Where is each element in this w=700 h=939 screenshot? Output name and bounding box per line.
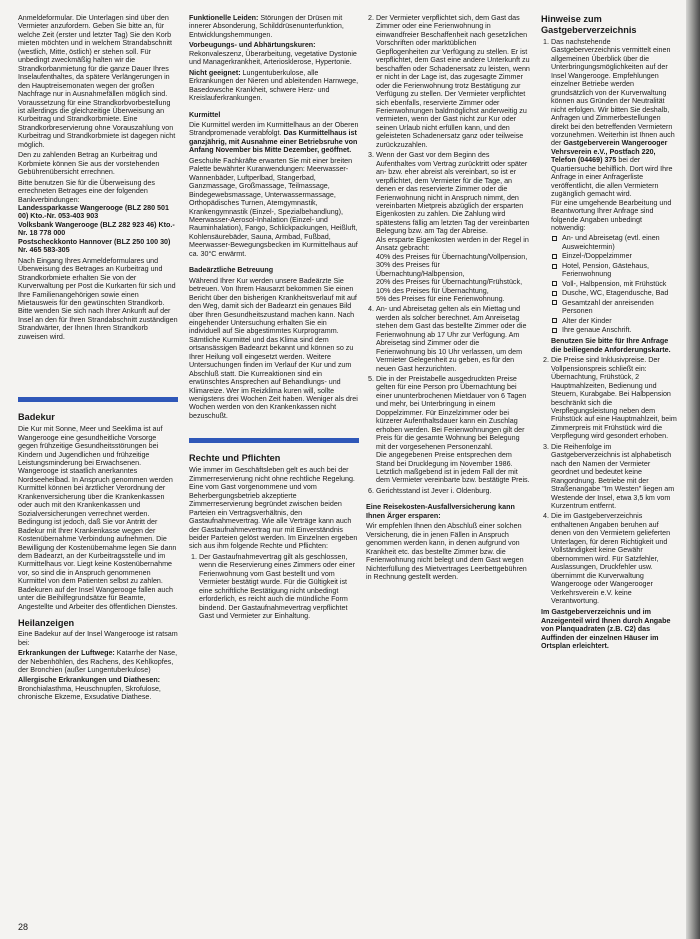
- list-item: 6. Gerichtsstand ist Jever i. Oldenburg.: [376, 487, 530, 495]
- column-1: [18, 14, 178, 704]
- checklist-item: Ihre genaue Anschrift.: [551, 326, 678, 334]
- column-4: [541, 14, 678, 653]
- luftwege-term: Erkrankungen der Luftwege:: [18, 649, 115, 658]
- kurmittel-opening-hours: Das Kurmittelhaus ist ganzjährig, mit Ausnahme einer Betriebsruhe von Anfang November bis Mitte Dezember, geöffnet.: [189, 129, 358, 155]
- preise-stand: Die angegebenen Preise entsprechen dem Stand bei Drucklegung im November 1986. Letztlich maßgebend ist in jedem Fall der mit dem Vermieter vereinbarte bzw. bestätigte Preis.: [376, 451, 530, 485]
- kurmittel-anwendungen: Geschulte Fachkräfte erwarten Sie mit einer breiten Palette bewährter Kuranwendungen: Meerwasser-Wannenbäder, Luftperlbad, Stangerbad, Ganzmassage, Großmassage, Teilmassage, Bindegewebsmassage, Unterwassermassage, Orthopädisches Turnen, Atemgymnastik, Krankengymnastik (Einzel-, Spezialbehandlung), Meerwasser-Aerosol-Inhalation (Einzel- und Rauminhalation), Fango, Schlickpackungen, Heißluft, Kohlensäurebäder, Sauna, Armbad, Fußbad, Meerwasser-Bewegungsbecken im Kurmittelhaus auf ca. 30°C erwärmt.: [189, 156, 358, 258]
- bank-postscheck: Postscheckkonto Hannover (BLZ 250 100 30) Nr. 465 583-305: [18, 237, 171, 255]
- vorbeugungs-text: Rekonvaleszenz, Überarbeitung, vegetative Dystonie und Managerkrankheit, Arteriosklerose, Hypertonie.: [189, 49, 357, 67]
- luftwege-entry: [18, 649, 178, 674]
- ersparte-kosten-vollpension: 40% des Preises für Übernachtung/Vollpension,: [376, 252, 528, 261]
- gastgeber-intro-tail: bei der Quartiersuche behilflich. Dort wird Ihre Anfrage in einer Anfragerliste veröffentlicht, die allen Vermietern zugänglich gemacht wird.: [551, 156, 673, 199]
- anfrage-angaben-intro: Für eine umgehende Bearbeitung und Beantwortung Ihrer Anfrage sind folgende Angaben unbedingt notwendig:: [551, 198, 672, 232]
- funktionelle-entry: [189, 14, 359, 39]
- list-item: [551, 38, 678, 354]
- list-item: [376, 375, 530, 485]
- nicht-geeignet-text: Lungentuberkulose, alle Erkrankungen der Nieren und ableitenden Harnwege, Basedowsche Krankheit, schwere Herz- und Kreislauferkrankungen.: [189, 68, 359, 103]
- planquadrat-note: Im Gastgeberverzeichnis und im Anzeigenteil wird Ihnen durch Angabe von Planquadraten (z.B. C2) das Auffinden der einzelnen Häuser im Ortsplan erleichtert.: [541, 608, 671, 651]
- ersparte-kosten-intro: Als ersparte Eigenkosten werden in der Regel in Ansatz gebracht:: [376, 235, 529, 253]
- gastgeber-heading: Hinweise zum Gastgeberverzeichnis: [541, 14, 637, 35]
- ersparte-kosten-uebernachtung: 10% des Preises für Übernachtung,: [376, 286, 489, 295]
- list-item: 4. An- und Abreisetag gelten als ein Miettag und werden als solcher berechnet. Am Anreisetag stehen dem Gast das bestellte Zimmer oder die Ferienwohnung ab 17 Uhr zur Verfügung. Am Abreisetag sind Zimmer oder die Ferienwohnung bis 10 Uhr verlassen, um dem Vermieter Gelegenheit zu geben, es für den neuen Gast herzurichten.: [376, 305, 530, 373]
- allergische-entry: [18, 676, 178, 701]
- checklist-item: Alter der Kinder: [551, 317, 678, 325]
- anfrage-checklist: [551, 234, 678, 334]
- checklist-item: Gesamtzahl der anreisenden Personen: [551, 299, 678, 316]
- ersparte-kosten-halbpension: 30% des Preises für Übernachtung/Halbpension,: [376, 261, 465, 278]
- betreuung-text: Während Ihrer Kur werden unsere Badeärzte Sie betreuen. Von Ihrem Hausarzt bekommen Sie einen Bericht über den bisherigen Krankheitsverlauf mit auf den Weg, damit sich der Badearzt ein genaues Bild über Ihren Gesundheitszustand machen kann. Nach eingehender Untersuchung erhalten Sie ein individuell auf Sie abgestimmtes Kurprogramm. Sämtliche Kurmittel und das Klima sind dem ortsansässigen Badearzt bekannt und können so zu Ihrer Heilung voll eingesetzt werden. Weitere Untersuchungen finden im Verlauf der Kur und zum Abschluß statt. Die Kurreaktionen sind ein erwünschtes Ansprechen auf Behandlungs- und Klimareize. Wer im Reizklima kuren will, sollte wenigstens drei Wochen Zeit haben. Weniger als drei Wochen werden von den Krankenkassen nicht bezuschußt.: [189, 276, 358, 420]
- list-item: 3. Die Reihenfolge im Gastgeberverzeichnis ist alphabetisch nach den Namen der Vermieter geordnet und bedeutet keine Rangordnung. Betriebe mit der Straßenangabe "Im Westen" liegen am Westende der Insel, etwa 3,5 km vom Kurzentrum entfernt.: [551, 443, 678, 511]
- gastgeber-intro: [551, 38, 678, 199]
- bank-volksbank: Volksbank Wangerooge (BLZ 282 923 46) Kto.-Nr. 18 778 000: [18, 220, 175, 238]
- bank-intro: Bitte benutzen Sie für die Überweisung des errechneten Betrages eine der folgenden Bankverbindungen:: [18, 178, 155, 204]
- ersparte-kosten-fruehstueck: 20% des Preises für Übernachtung/Frühstück,: [376, 278, 523, 287]
- rechte-pflichten-list: [189, 553, 359, 621]
- allergische-text: Bronchialasthma, Heuschnupfen, Skrofulose, chronische Ekzeme, Exsudative Diathese.: [18, 684, 161, 702]
- page-number: 28: [18, 922, 29, 932]
- book-gutter-shadow: [686, 0, 700, 939]
- betrag-paragraph: Den zu zahlenden Betrag an Kurbeitrag und Korbmiete können Sie aus der vorstehenden Gebührenübersicht errechnen.: [18, 151, 160, 177]
- list-item: 2. Der Vermieter verpflichtet sich, dem Gast das Zimmer oder eine Ferienwohnung in einwandfreier Beschaffenheit nach gesetzlichen Vorschriften oder marktüblichen Gepflogenheiten zur Verfügung zu stellen. Er ist verpflichtet, dem Gast eine andere Unterkunft zu beschaffen oder Schadenersatz zu leisten, wenn er nicht in der Lage ist, das zugesagte Zimmer oder die Ferienwohnung trotz Bestätigung zur Verfügung zu stellen. Der Vermieter verpflichtet sich ebenfalls, reservierte Zimmer oder Ferienwohnungen baldmöglichst anderweitig zu vermieten, wenn der Gast nicht zur Kur oder seinen Urlaub nicht erfüllen kann, und den geleisteten Schadenersatz ganz oder teilweise zurückzuzahlen.: [376, 14, 530, 149]
- rechte-pflichten-list-continued: [366, 14, 530, 495]
- list-item: 4. Die im Gastgeberverzeichnis enthaltenen Angaben beruhen auf denen von den Vermietern gelieferten Unterlagen, für deren Richtigkeit und Vollständigkeit keine Gewähr übernommen wird. Für Satzfehler, Auslassungen, Druckfehler usw. übernimmt die Kurverwaltung Wangerooge oder Wangerooger Verkehrsverein e.V. keine Verantwortung.: [551, 512, 678, 605]
- ausfallversicherung-text: Wir empfehlen Ihnen den Abschluß einer solchen Versicherung, die in jenen Fällen in Anspruch genommen werden kann, in denen aufgrund von Krankheit etc. das bestellte Zimmer bzw. die Ferienwohnung nicht belegt und dem Gast wegen Nichterfüllung des Mietvertrages Leerbettgebühren in Rechnung gestellt werden.: [366, 522, 527, 581]
- list-item: 2. Die Preise sind Inklusivpreise. Der Vollpensionspreis schließt ein: Übernachtung, Frühstück, 2 Hauptmahlzeiten, Bedienung und Steuern, Kurabgabe. Bei Halbpension beschränkt sich die Verpflegungsleistung neben dem Frühstück auf eine Hauptmahlzeit, beim Zimmerpreis mit Frühstück wird die Verpflegung wird gesondert erhoben.: [551, 356, 678, 441]
- strandkorb-intro: Anmeldeformular. Die Unterlagen sind über den Vermieter anzufordern. Geben Sie bitte an, für welche Zeit (erster und letzter Tag) Sie den Korb mieten möchten und in welchem Strandabschnitt (westlich, Mitte, östlich) er stehen soll. Für unbedingt zweckmäßig halten wir die Strandkorbanmietung für die ganze Dauer Ihres Inselaufenthaltes, da spätere Verlängerungen in den Hauptreisemonaten wegen der großen Nachfrage nur in Ausnahmefällen möglich sind. Voraussetzung für eine Strandkorbvorbestellung ist allerdings die gleichzeitige Überweisung an Kurbeitrag und Strandkorbmiete. Eine Strandkorbreservierung ohne Vorauszahlung von Kurbeitrag und Strandkorbmiete ist dagegen nicht möglich.: [18, 14, 176, 149]
- checklist-item: Voll-, Halbpension, mit Frühstück: [551, 280, 678, 288]
- rechte-pflichten-intro: Wie immer im Geschäftsleben gelt es auch bei der Zimmerreservierung nicht ohne rechtliche Regelung. Eine vom Gast vorgenommene und vom Beherbergungsbetrieb akzeptierte Zimmerreservierung begründet zwischen beiden Parteien ein Vertragsverhältnis, den Gastaufnahmevertrag. Wie alle Verträge kann auch der Gastaufnahmevertrag nur mit Einverständnis beider Parteien gelöst werden. Im Einzelnen ergeben sich aus ihm folgende Rechte und Pflichten:: [189, 466, 358, 551]
- kurmittel-text-start: Die Kurmittel werden im Kurmittelhaus an der Oberen Strandpromenade verabfolgt.: [189, 120, 359, 138]
- nicht-geeignet-term: Nicht geeignet:: [189, 68, 241, 77]
- luftwege-text: Katarrhe der Nase, der Nebenhöhlen, des Rachens, des Kehlkopfes, der Bronchien (außer Lungentuberkulose): [18, 649, 178, 674]
- preise-text: 5. Die in der Preistabelle ausgedruckten Preise gelten für eine Person pro Übernachtung bei einer ununterbrochenen Mietdauer von 6 Tagen und mehr, bei Unterbringung in einem Doppelzimmer. Für Einzelzimmer oder bei kürzerer Aufenthaltsdauer kann ein Zuschlag erhoben werden. Bei Ferienwohnungen gilt der Preis für die gesamte Wohnung bei Belegung mit der vorgesehenen Personenzahl.: [376, 375, 527, 451]
- checklist-item: Dusche, WC, Etagendusche, Bad: [551, 289, 678, 297]
- betreuung-heading: Badeärztliche Betreuung: [189, 266, 274, 275]
- checklist-item: Einzel-/Doppelzimmer: [551, 252, 678, 260]
- checklist-item: Hotel, Pension, Gästehaus, Ferienwohnung: [551, 262, 678, 279]
- bank-landessparkasse: Landessparkasse Wangerooge (BLZ 280 501 00) Kto.-Nr. 053-403 903: [18, 203, 169, 221]
- gastgeber-intro-text: Das nachstehende Gastgeberverzeichnis vermittelt einen allgemeinen Überblick über die Unterbringungsmöglichkeiten auf der Insel Wangerooge. Empfehlungen einzelner Betriebe werden grundsätzlich von der Kurverwaltung können aus Gründen der Neutralität nicht erfolgen. Wir bitten Sie deshalb, Anfragen und Zimmerbestellungen direkt bei den betreffenden Vermietern vorzunehmen. Weiterhin ist Ihnen auch der: [551, 38, 675, 148]
- verkehrsverein-contact: Gastgeberverein Wangerooger Vehrsverein e.V., Postfach 220, Telefon (04469) 375: [551, 139, 668, 165]
- heilanzeigen-heading: Heilanzeigen: [18, 618, 75, 629]
- vorbeugungs-term: Vorbeugungs- und Abhärtungskuren:: [189, 41, 316, 50]
- gastgeber-hints-list: [541, 38, 678, 605]
- kurmittel-heading: Kurmittel: [189, 110, 221, 119]
- funktionelle-term: Funktionelle Leiden:: [189, 14, 259, 22]
- list-item: [376, 151, 530, 303]
- column-2: [189, 14, 359, 623]
- ersparte-kosten-ferienwohnung: 5% des Preises für eine Ferienwohnung.: [376, 294, 505, 303]
- rechte-pflichten-heading: Rechte und Pflichten: [189, 453, 281, 464]
- vorbeugungs-entry: [189, 41, 359, 66]
- list-item: 1. Der Gastaufnahmevertrag gilt als geschlossen, wenn die Reservierung eines Zimmers oder einer Ferienwohnung vom Gast bestellt und vom Vermieter bestätigt wurde. Für die Gültigkeit ist eine schriftliche Bestätigung nicht unbedingt erforderlich, es reicht auch die mündliche Form bindend. Der Gastaufnahmevertrag verpflichtet Gast und Vermieter zur Einhaltung.: [199, 553, 359, 621]
- anforderungskarte-note: Benutzen Sie bitte für Ihre Anfrage die beiliegende Anforderungskarte.: [551, 337, 671, 354]
- kurmittel-text: [189, 121, 359, 155]
- heilanzeigen-intro: Eine Badekur auf der Insel Wangerooge ist ratsam bei:: [18, 630, 178, 647]
- badekur-text: Die Kur mit Sonne, Meer und Seeklima ist auf Wangerooge eine gesundheitliche Vorsorge gegen frühzeitige Gesundheitsstörungen bei Kindern und Jugendlichen und frühzeitige Leistungsminderung bei Erwachsenen. Wangerooge ist staatlich anerkanntes Nordseeheilbad. In Anspruch genommen werden Kurmittel können bei ärztlicher Verordnung der Krankenversicherung über die Krankenkassen oder auch mit den Krankenkassen und Sozialversicherungen verrechnet werden. Bedingung ist jedoch, daß Sie vor Antritt der Badekur mit Ihrer Krankenkasse wegen der Kostenübernahme Verbindung aufnehmen. Die Bewilligung der Kostenübernahme legen Sie dann dem Badearzt, an der Kurbeitragsstelle und im Kurmittelhaus vor. Liegt keine Kostenübernahme vor, so sind die in Anspruch genommenen Kurmittel von dem Patienten selbst zu zahlen. Badekuren auf der Insel Wangerooge fallen auch unter die Beihilfegrundsätze für Beamte, Angestellte und Arbeiter des öffentlichen Dienstes.: [18, 425, 178, 611]
- allergische-term: Allergische Erkrankungen und Diathesen:: [18, 676, 161, 685]
- kurkarten-paragraph: Nach Eingang Ihres Anmeldeformulares und Überweisung des Betrages an Kurbeitrag und Strandkorbmiete erhalten Sie von der Kurverwaltung per Post die Kurkarten für sich und Ihre Familienangehörigen sowie einen Mietausweis für den gewünschten Strandkorb. Bitte wenden Sie sich nach Ihrer Ankunft auf der Insel an den für Ihren Strandabschnitt zuständigen Strandwärter, der Ihnen Ihren Strandkorb zuweisen wird.: [18, 256, 178, 341]
- column-3: [366, 14, 530, 583]
- checklist-item: An- und Abreisetag (evtl. einen Ausweichtermin): [551, 234, 678, 251]
- funktionelle-text: Störungen der Drüsen mit innerer Absonderung, Schilddrüsenunterfunktion, Entwicklungshemmungen.: [189, 14, 344, 39]
- ausfallversicherung-heading: Eine Reisekosten-Ausfallversicherung kann Ihnen Ärger ersparen:: [366, 503, 515, 520]
- badekur-heading: Badekur: [18, 412, 55, 423]
- rueckritt-text: 3. Wenn der Gast vor dem Beginn des Aufenthaltes vom Vertrag zurücktritt oder später an- bzw. eher abreist als vereinbart, so ist er verpflichtet, dem Vermieter für die Tage, an denen er das reservierte Zimmer oder die Ferienwohnung nicht in Anspruch nimmt, den vereinbarten Mietpreis abzüglich der ersparten Eigenkosten zu zahlen. Die Zahlung wird spätestens fällig am letzten Tag der vereinbarten Belegung bzw. am Tag der Abreise.: [376, 151, 530, 236]
- nicht-geeignet-entry: [189, 69, 359, 103]
